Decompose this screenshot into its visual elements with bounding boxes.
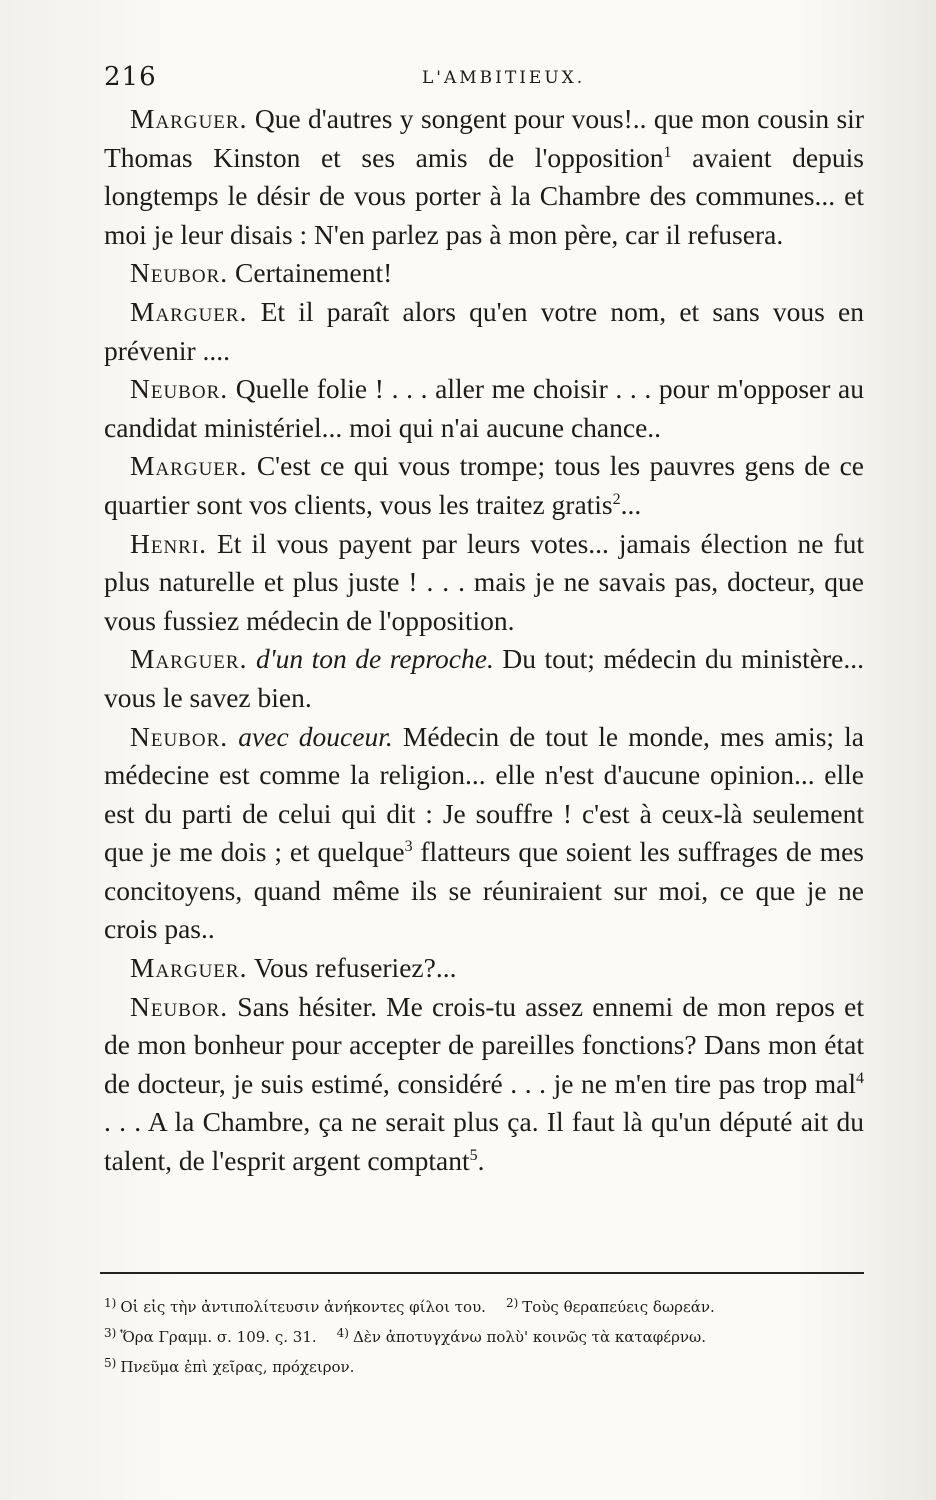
speaker-name: Marguer. [130, 643, 248, 675]
footnote-row [104, 1320, 864, 1350]
speech-text: . [477, 1145, 485, 1177]
footnote-marker: 1) [104, 1296, 117, 1310]
footnote-2 [506, 1290, 715, 1320]
footnote-reference: 1 [663, 143, 672, 161]
speech-text: Médecin de tout le monde, mes amis; la médecine est comme la religion... elle n'est d'aucune opinion... elle est du parti de celui qui dit : Je souffre ! c'est à ceux-là seulement que je me dois ; et quelque [104, 720, 865, 868]
speaker-name: Neubor. [130, 373, 229, 405]
speech-text: avaient depuis longtemps le désir de vous porter à la Chambre des communes... et moi je leur disais : N'en parlez pas à mon père, car il refusera. [104, 141, 864, 250]
footnote-row [104, 1290, 864, 1320]
speech-text: . . . A la Chambre, ça ne serait plus ça. Il faut là qu'un député ait du talent, de l'esprit argent comptant [104, 1106, 864, 1177]
footnote-marker: 2) [505, 1296, 519, 1310]
dialogue-paragraph [104, 100, 864, 254]
speech-text: Et il paraît alors qu'en votre nom, et sans vous en prévenir .... [104, 295, 864, 366]
speaker-name: Henri. [130, 527, 208, 559]
dialogue-paragraph [104, 718, 864, 950]
footnote-marker: 4) [336, 1326, 349, 1340]
speaker-name: Neubor. [130, 720, 229, 752]
footnote-reference: 2 [612, 490, 621, 508]
dialogue-paragraph [104, 254, 864, 293]
footnote-divider [100, 1272, 864, 1274]
speech-text: Vous refuseriez?... [247, 952, 457, 984]
dialogue-paragraph [104, 525, 864, 641]
speaker-name: Neubor. [130, 990, 229, 1022]
footnote-5 [104, 1350, 354, 1380]
speech-text: flatteurs que soient les suffrages de mes concitoyens, quand même ils se réuniraient sur moi, ce que je ne crois pas.. [104, 836, 865, 945]
speech-text: Et il vous payent par leurs votes... jamais élection ne fut plus naturelle et plus juste ! . . . mais je ne savais pas, docteur, que vous fussiez médecin de l'opposition. [104, 527, 864, 636]
speech-text: Sans hésiter. Me crois-tu assez ennemi de mon repos et de mon bonheur pour accepter de pareilles fonctions? Dans mon état de docteur, je suis estimé, considéré . . . je ne m'en tire pas trop mal [104, 990, 864, 1099]
footnote-text: Ὅρα Γραμμ. σ. 109. ς. 31. [120, 1328, 317, 1346]
speaker-name: Marguer. [130, 952, 248, 984]
footnote-reference: 4 [856, 1069, 864, 1087]
running-head: L'AMBITIEUX. [422, 68, 586, 88]
footnote-reference: 5 [469, 1147, 478, 1165]
footnote-marker: 3) [104, 1326, 117, 1340]
footnote-1 [104, 1290, 486, 1320]
dialogue-paragraph [104, 447, 864, 524]
speech-text: Quelle folie ! . . . aller me choisir . . . pour m'opposer au candidat ministériel... moi qui n'ai aucune chance.. [104, 373, 864, 443]
stage-direction: d'un ton de reproche. [255, 643, 494, 675]
dialogue-text [104, 100, 864, 1181]
speech-text: Du tout; médecin du ministère... vous le savez bien. [104, 643, 864, 713]
dialogue-paragraph [104, 293, 864, 370]
page-number: 216 [104, 62, 157, 92]
footnote-4 [337, 1320, 706, 1350]
footnote-marker: 5) [104, 1356, 117, 1370]
footnote-text: Οἱ εἰς τὴν ἀντιπολίτευσιν ἀνήκοντες φίλοι του. [120, 1298, 486, 1316]
speaker-name: Marguer. [130, 295, 248, 327]
footnote-row [104, 1350, 864, 1380]
footnotes [104, 1290, 864, 1380]
footnote-text: Πνεῦμα ἐπὶ χεῖρας, πρόχειρον. [120, 1358, 355, 1376]
speaker-name: Marguer. [130, 103, 248, 134]
footnote-text: Δὲν ἀποτυγχάνω πολὺ' κοινῶς τὰ καταφέρνω. [352, 1328, 707, 1346]
page-header [104, 62, 864, 98]
speech-text: C'est ce qui vous trompe; tous les pauvres gens de ce quartier sont vos clients, vous les traitez gratis [104, 450, 864, 520]
speech-text: Certainement! [228, 257, 393, 289]
speaker-name: Marguer. [130, 450, 248, 482]
footnote-3 [104, 1320, 317, 1350]
dialogue-paragraph [104, 949, 864, 988]
speaker-name: Neubor. [130, 257, 229, 289]
footnote-text: Τοὺς θεραπεύεις δωρεάν. [522, 1298, 715, 1316]
stage-direction: avec douceur. [238, 720, 393, 752]
footnote-reference: 3 [404, 838, 413, 856]
dialogue-paragraph [104, 640, 864, 717]
speech-text: Que d'autres y songent pour vous!.. que mon cousin sir Thomas Kinston et ses amis de l'opposition [104, 103, 864, 173]
dialogue-paragraph [104, 370, 864, 447]
dialogue-paragraph [104, 988, 864, 1181]
speech-text: ... [620, 488, 642, 520]
